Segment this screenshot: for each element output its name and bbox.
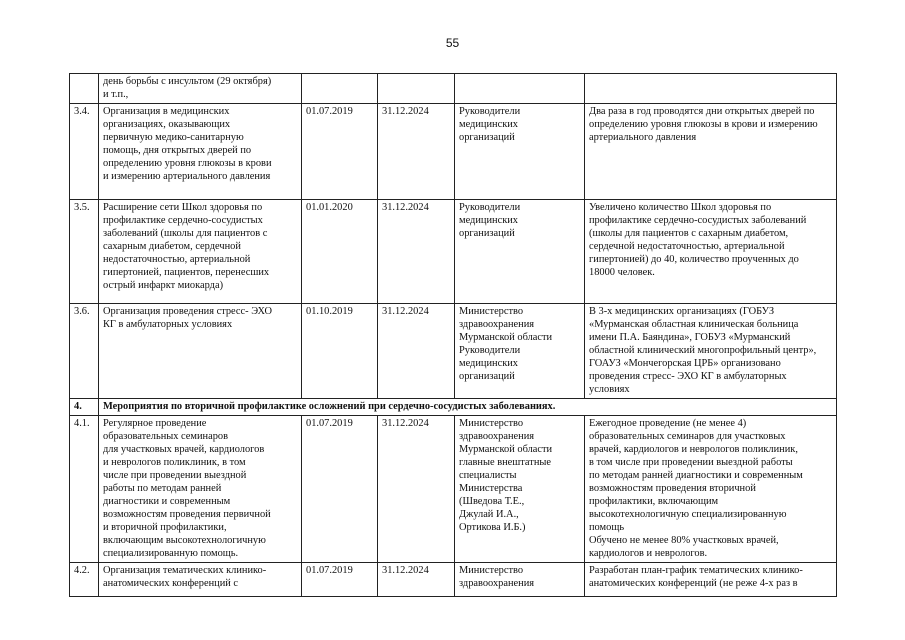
start-date-cell: 01.01.2020 [302, 200, 378, 304]
table-row [70, 104, 837, 200]
page-number: 55 [445, 36, 460, 50]
activity-cell: Регулярное проведение образовательных семинаров для участковых врачей, кардиологов и неврологов поликлиник, в том числе при проведении выездной работы по методам ранней диагностики и современным возможностям проведения первичной и вторичной профилактики, включающим высокотехнологичную специализированную помощь. [99, 416, 302, 563]
responsible-cell: Министерство здравоохранения [455, 563, 585, 597]
start-date-cell: 01.07.2019 [302, 563, 378, 597]
start-date-cell: 01.07.2019 [302, 104, 378, 200]
result-cell: Ежегодное проведение (не менее 4) образовательных семинаров для участковых врачей, кардиологов и неврологов поликлиник, в том числе при проведении выездной работы по методам ранней диагностики и современным возможностям проведения вторичной профилактики, включающим высокотехнологичную специализированную помощь Обучено не менее 80% участковых врачей, кардиологов и неврологов. [585, 416, 837, 563]
responsible-cell [455, 74, 585, 104]
end-date-cell: 31.12.2024 [378, 563, 455, 597]
section-title: Мероприятия по вторичной профилактике осложнений при сердечно-сосудистых заболеваниях. [99, 399, 837, 416]
responsible-cell: Руководители медицинских организаций [455, 200, 585, 304]
row-number: 4.1. [70, 416, 99, 563]
responsible-cell: Руководители медицинских организаций [455, 104, 585, 200]
activity-table [69, 73, 837, 597]
result-cell: Разработан план-график тематических клинико- анатомических конференций (не реже 4-х раз в [585, 563, 837, 597]
responsible-cell: Министерство здравоохранения Мурманской области главные внештатные специалисты Министерства (Шведова Т.Е., Джулай И.А., Ортикова И.Б.) [455, 416, 585, 563]
table-row [70, 416, 837, 563]
section-header-row [70, 399, 837, 416]
table-row [70, 200, 837, 304]
result-cell [585, 74, 837, 104]
activity-cell: день борьбы с инсультом (29 октября) и т.п., [99, 74, 302, 104]
table-row [70, 563, 837, 597]
start-date-cell: 01.10.2019 [302, 304, 378, 399]
section-number: 4. [70, 399, 99, 416]
start-date-cell [302, 74, 378, 104]
end-date-cell [378, 74, 455, 104]
result-cell: Два раза в год проводятся дни открытых дверей по определению уровня глюкозы в крови и измерению артериального давления [585, 104, 837, 200]
end-date-cell: 31.12.2024 [378, 200, 455, 304]
end-date-cell: 31.12.2024 [378, 304, 455, 399]
table-row [70, 304, 837, 399]
activity-cell: Организация в медицинских организациях, оказывающих первичную медико-санитарную помощь, дня открытых дверей по определению уровня глюкозы в крови и измерению артериального давления [99, 104, 302, 200]
row-number: 3.4. [70, 104, 99, 200]
end-date-cell: 31.12.2024 [378, 104, 455, 200]
activity-cell: Организация проведения стресс- ЭХО КГ в амбулаторных условиях [99, 304, 302, 399]
table-row [70, 74, 837, 104]
activity-cell: Организация тематических клинико- анатомических конференций с [99, 563, 302, 597]
row-number [70, 74, 99, 104]
end-date-cell: 31.12.2024 [378, 416, 455, 563]
start-date-cell: 01.07.2019 [302, 416, 378, 563]
row-number: 3.6. [70, 304, 99, 399]
activity-cell: Расширение сети Школ здоровья по профилактике сердечно-сосудистых заболеваний (школы для пациентов с сахарным диабетом, сердечной недостаточностью, артериальной гипертонией, пациентов, перенесших острый инфаркт миокарда) [99, 200, 302, 304]
row-number: 4.2. [70, 563, 99, 597]
row-number: 3.5. [70, 200, 99, 304]
result-cell: В 3-х медицинских организациях (ГОБУЗ «Мурманская областная клиническая больница имени П.А. Баяндина», ГОБУЗ «Мурманский областной клинический многопрофильный центр», ГОАУЗ «Мончегорская ЦРБ» организовано проведения стресс- ЭХО КГ в амбулаторных условиях [585, 304, 837, 399]
result-cell: Увеличено количество Школ здоровья по профилактике сердечно-сосудистых заболеваний (школы для пациентов с сахарным диабетом, сердечной недостаточностью, артериальной гипертонией) до 40, количество проученных до 18000 человек. [585, 200, 837, 304]
responsible-cell: Министерство здравоохранения Мурманской области Руководители медицинских организаций [455, 304, 585, 399]
